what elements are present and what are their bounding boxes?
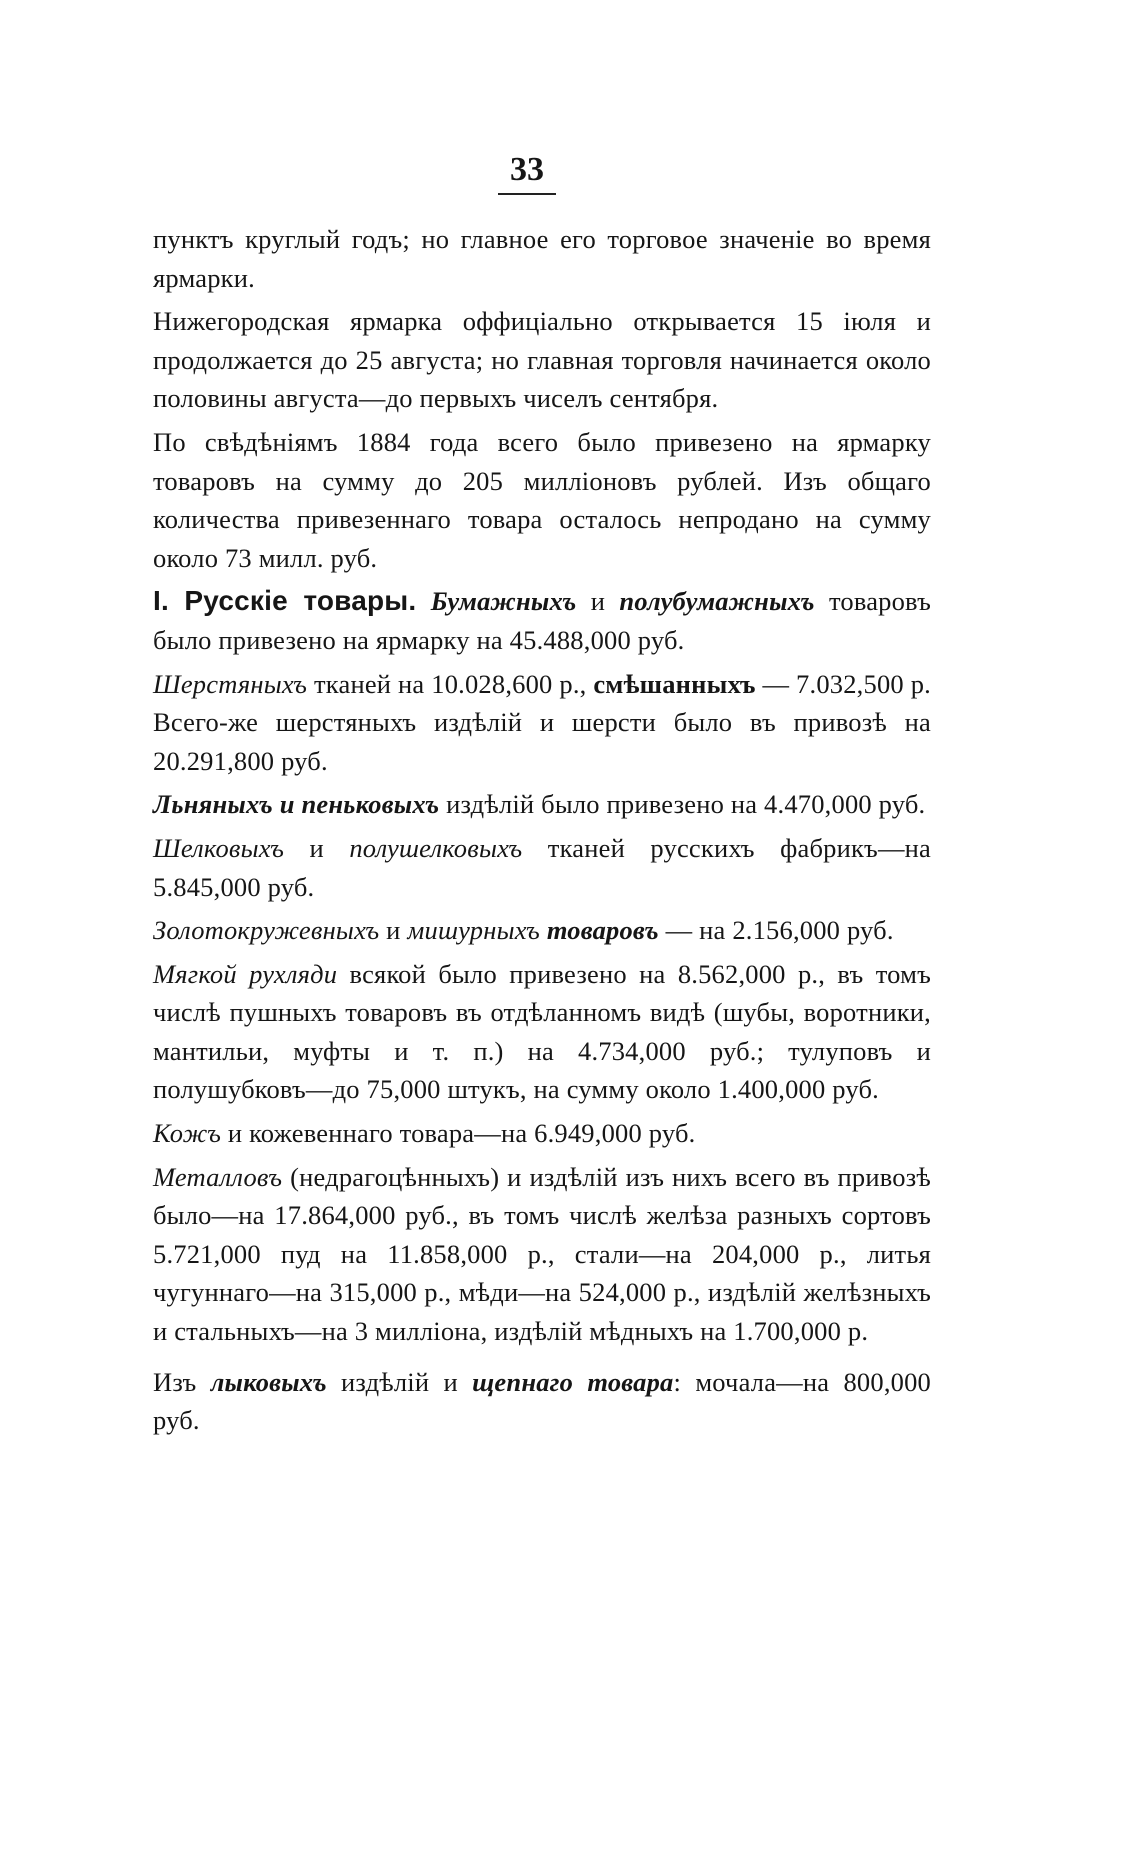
connector-text: издѣлій и [326,1366,473,1397]
paragraph-fair-dates [153,302,931,418]
paragraph-text: тканей на 10.028,600 р., [307,668,594,699]
goods-metals: Металловъ [153,1161,283,1192]
goods-gold-lace: Золотокружевныхъ [153,915,380,946]
paragraph-text: : мочала—на 800,000 руб. [153,1366,931,1436]
goods-bast: лыковыхъ [210,1366,327,1397]
connector-text [540,915,547,945]
paragraph-gold-lace [153,911,931,950]
paragraph-text: тканей русскихъ фабрикъ—на 5.845,000 руб. [153,832,931,902]
page-text [153,220,931,1445]
paragraph-text: и кожевеннаго товара—на 6.949,000 руб. [221,1118,696,1149]
section-heading-russian-goods: I. Русскіе товары. [153,585,417,617]
paragraph-text: — на 2.156,000 руб. [658,915,894,946]
goods-mixed: смѣшанныхъ [593,668,756,699]
connector-text: и [576,586,620,617]
paragraph-linen [153,785,931,824]
goods-half-silk: полушелковыхъ [349,832,523,863]
paragraph-text: — 7.032,500 р. Всего-же шерстяныхъ издѣлій и шерсти было въ привозѣ на 20.291,800 руб. [153,668,931,776]
paragraph-text: пунктъ круглый годъ; но главное его торговое значеніе во время ярмарки. [153,224,931,293]
paragraph-silk [153,829,931,906]
paragraph-text: товаровъ было привезено на ярмарку на 45.488,000 руб. [153,586,932,655]
paragraph-furs [153,955,931,1109]
goods-leather: Кожъ [153,1118,222,1149]
paragraph-leather [153,1114,931,1153]
paragraph-metals [153,1158,931,1351]
paragraph-text: всякой было привезено на 8.562,000 р., въ томъ числѣ пушныхъ товаровъ въ отдѣланномъ видѣ (шубы, воротники, мантильи, муфты и т. п.) на 4.734,000 руб.; тулуповъ и полушубковъ—до 75,000 штукъ, на сумму около 1.400,000 руб. [153,958,931,1105]
paragraph-text: (недрагоцѣнныхъ) и издѣлій изъ нихъ всего въ привозѣ было—на 17.864,000 руб., въ томъ числѣ желѣза разныхъ сортовъ 5.721,000 пуд на 11.858,000 р., стали—на 204,000 р., литья чугуннаго—на 315,000 р., мѣди—на 524,000 р., издѣлій желѣзныхъ и стальныхъ—на 3 милліона, издѣлій мѣдныхъ на 1.700,000 р. [153,1161,931,1347]
goods-wares: товаровъ [546,915,659,946]
connector-text: и [379,915,408,946]
connector-text: и [284,832,350,863]
goods-half-cotton: полубумажныхъ [619,586,815,617]
paragraph-bast [153,1363,931,1440]
paragraph-continuation [153,220,931,297]
paragraph-text: издѣлій было привезено на 4.470,000 руб. [439,789,926,820]
goods-cotton: Бумажныхъ [430,586,577,617]
goods-woolen: Шерстяныхъ [153,668,308,699]
page-number: 33 [510,151,544,188]
paragraph-text: По свѣдѣніямъ 1884 года всего было привезено на ярмарку товаровъ на сумму до 205 милліоновъ рублей. Изъ общаго количества привезеннаго товара осталось непродано на сумму около 73 милл. руб. [153,426,931,573]
paragraph-text: Нижегородская ярмарка оффиціально открывается 15 іюля и продолжается до 25 августа; но главная торговля начинается около половины августа—до первыхъ чиселъ сентября. [153,306,931,414]
page-number-rule [498,193,556,195]
goods-tinsel: мишурныхъ [407,915,540,946]
goods-silk: Шелковыхъ [153,832,285,863]
paragraph-russian-goods [153,582,931,659]
goods-furs: Мягкой рухляди [153,958,338,989]
paragraph-woolen [153,665,931,781]
paragraph-text: Изъ [153,1366,211,1397]
goods-wooden: щепнаго товара [472,1366,674,1397]
paragraph-statistics-1884 [153,423,931,577]
goods-linen-hemp: Льняныхъ и пеньковыхъ [153,789,440,820]
